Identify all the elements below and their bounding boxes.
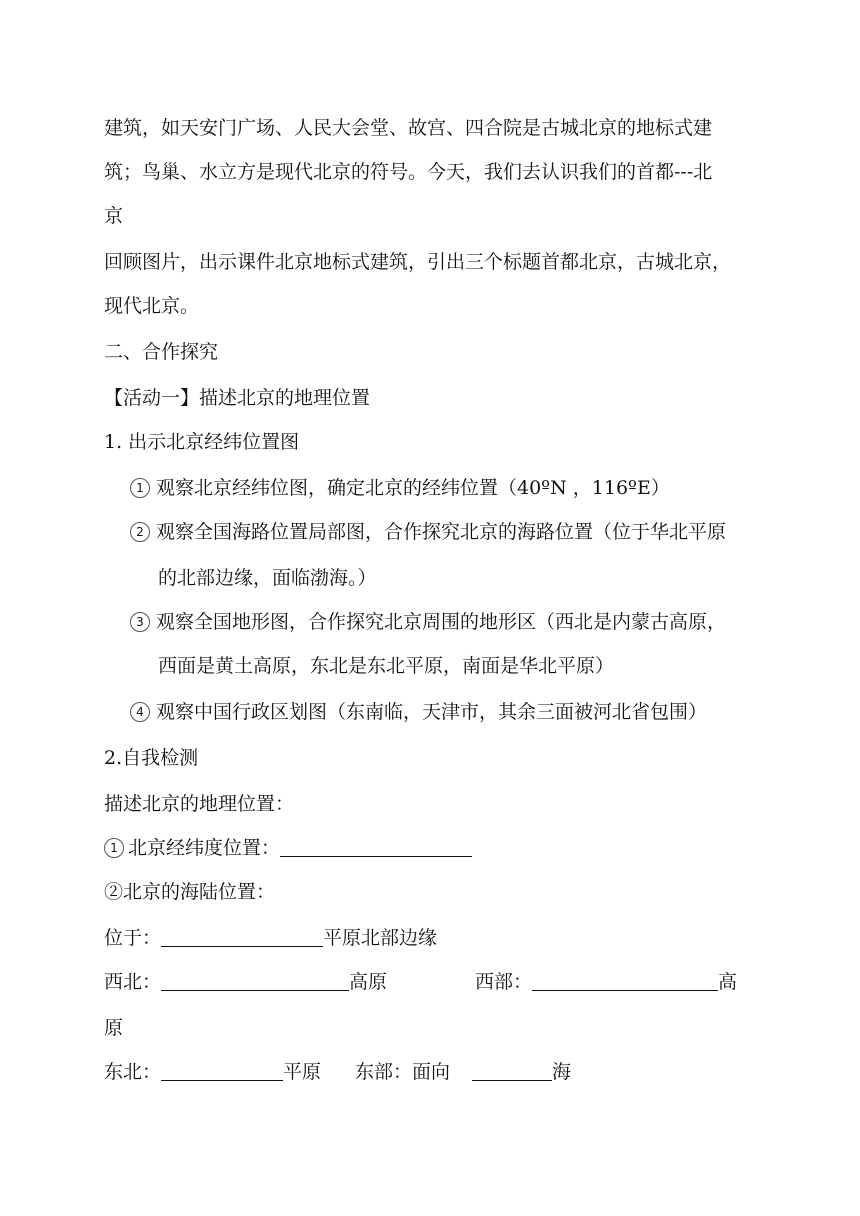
northeast-answer-blank[interactable] bbox=[161, 1060, 283, 1081]
sub-item-text: 观察北京经纬位图，确定北京的经纬位置（40ºN ，116ºE） bbox=[156, 477, 670, 499]
circled-number: 3 bbox=[130, 612, 150, 632]
sub-item-text: 观察全国地形图，合作探究北京周围的地形区（西北是内蒙古高原， bbox=[156, 611, 727, 633]
paragraph-line: 建筑，如天安门广场、人民大会堂、故宫、四合院是古城北京的地标式建 bbox=[104, 117, 713, 139]
question-label: 海 bbox=[552, 1061, 572, 1083]
question-label: 西北： bbox=[104, 971, 162, 993]
question-label: 平原北部边缘 bbox=[323, 927, 438, 949]
west-answer-blank[interactable] bbox=[532, 970, 718, 991]
question-plain-sea bbox=[104, 1060, 571, 1084]
question-label: 高原 bbox=[349, 971, 388, 993]
paragraph-line: 现代北京。 bbox=[104, 295, 200, 317]
sub-item-continuation: 的北部边缘，面临渤海。） bbox=[158, 567, 377, 589]
circled-number: 1 bbox=[130, 478, 150, 498]
circled-number: 1 bbox=[104, 838, 124, 858]
sub-item bbox=[130, 700, 707, 724]
question-label: 东部：面向 bbox=[355, 1061, 451, 1083]
sub-item-text: 观察中国行政区划图（东南临，天津市，其余三面被河北省包围） bbox=[156, 701, 708, 723]
sub-item-continuation: 西面是黄土高原，东北是东北平原，南面是华北平原） bbox=[158, 655, 615, 677]
question-label: 平原 bbox=[283, 1061, 322, 1083]
sub-item bbox=[130, 476, 670, 500]
paragraph-line: 回顾图片，出示课件北京地标式建筑，引出三个标题首都北京，古城北京， bbox=[104, 251, 732, 273]
sea-answer-blank[interactable] bbox=[472, 1060, 552, 1081]
sub-item-text: 观察全国海路位置局部图，合作探究北京的海路位置（位于华北平原 bbox=[156, 521, 727, 543]
question-label: ②北京的海陆位置： bbox=[104, 881, 276, 903]
question-continuation: 原 bbox=[104, 1017, 124, 1039]
section-title: 二、合作探究 bbox=[104, 341, 219, 363]
sub-item bbox=[130, 520, 726, 544]
question-label: 东北： bbox=[104, 1061, 162, 1083]
question-label: 位于： bbox=[104, 927, 162, 949]
paragraph-line: 京 bbox=[104, 205, 124, 227]
plain-answer-blank[interactable] bbox=[161, 926, 323, 947]
question-plateau bbox=[104, 970, 737, 994]
item-title: 2.自我检测 bbox=[104, 747, 199, 769]
question-latlong bbox=[104, 836, 472, 860]
paragraph-line: 筑；鸟巢、水立方是现代北京的符号。今天，我们去认识我们的首都---北 bbox=[104, 161, 713, 183]
question-label: 西部： bbox=[475, 971, 533, 993]
prompt-text: 描述北京的地理位置： bbox=[104, 793, 295, 815]
question-label: 北京经纬度位置： bbox=[128, 837, 281, 859]
sub-item bbox=[130, 610, 726, 634]
activity-title: 【活动一】描述北京的地理位置 bbox=[104, 387, 371, 409]
question-label: 高 bbox=[718, 971, 738, 993]
northwest-answer-blank[interactable] bbox=[161, 970, 349, 991]
circled-number: 2 bbox=[130, 522, 150, 542]
item-title: 1. 出示北京经纬位置图 bbox=[104, 431, 300, 453]
latlong-answer-blank[interactable] bbox=[280, 836, 472, 857]
circled-number: 4 bbox=[130, 702, 150, 722]
question-plain bbox=[104, 926, 437, 950]
